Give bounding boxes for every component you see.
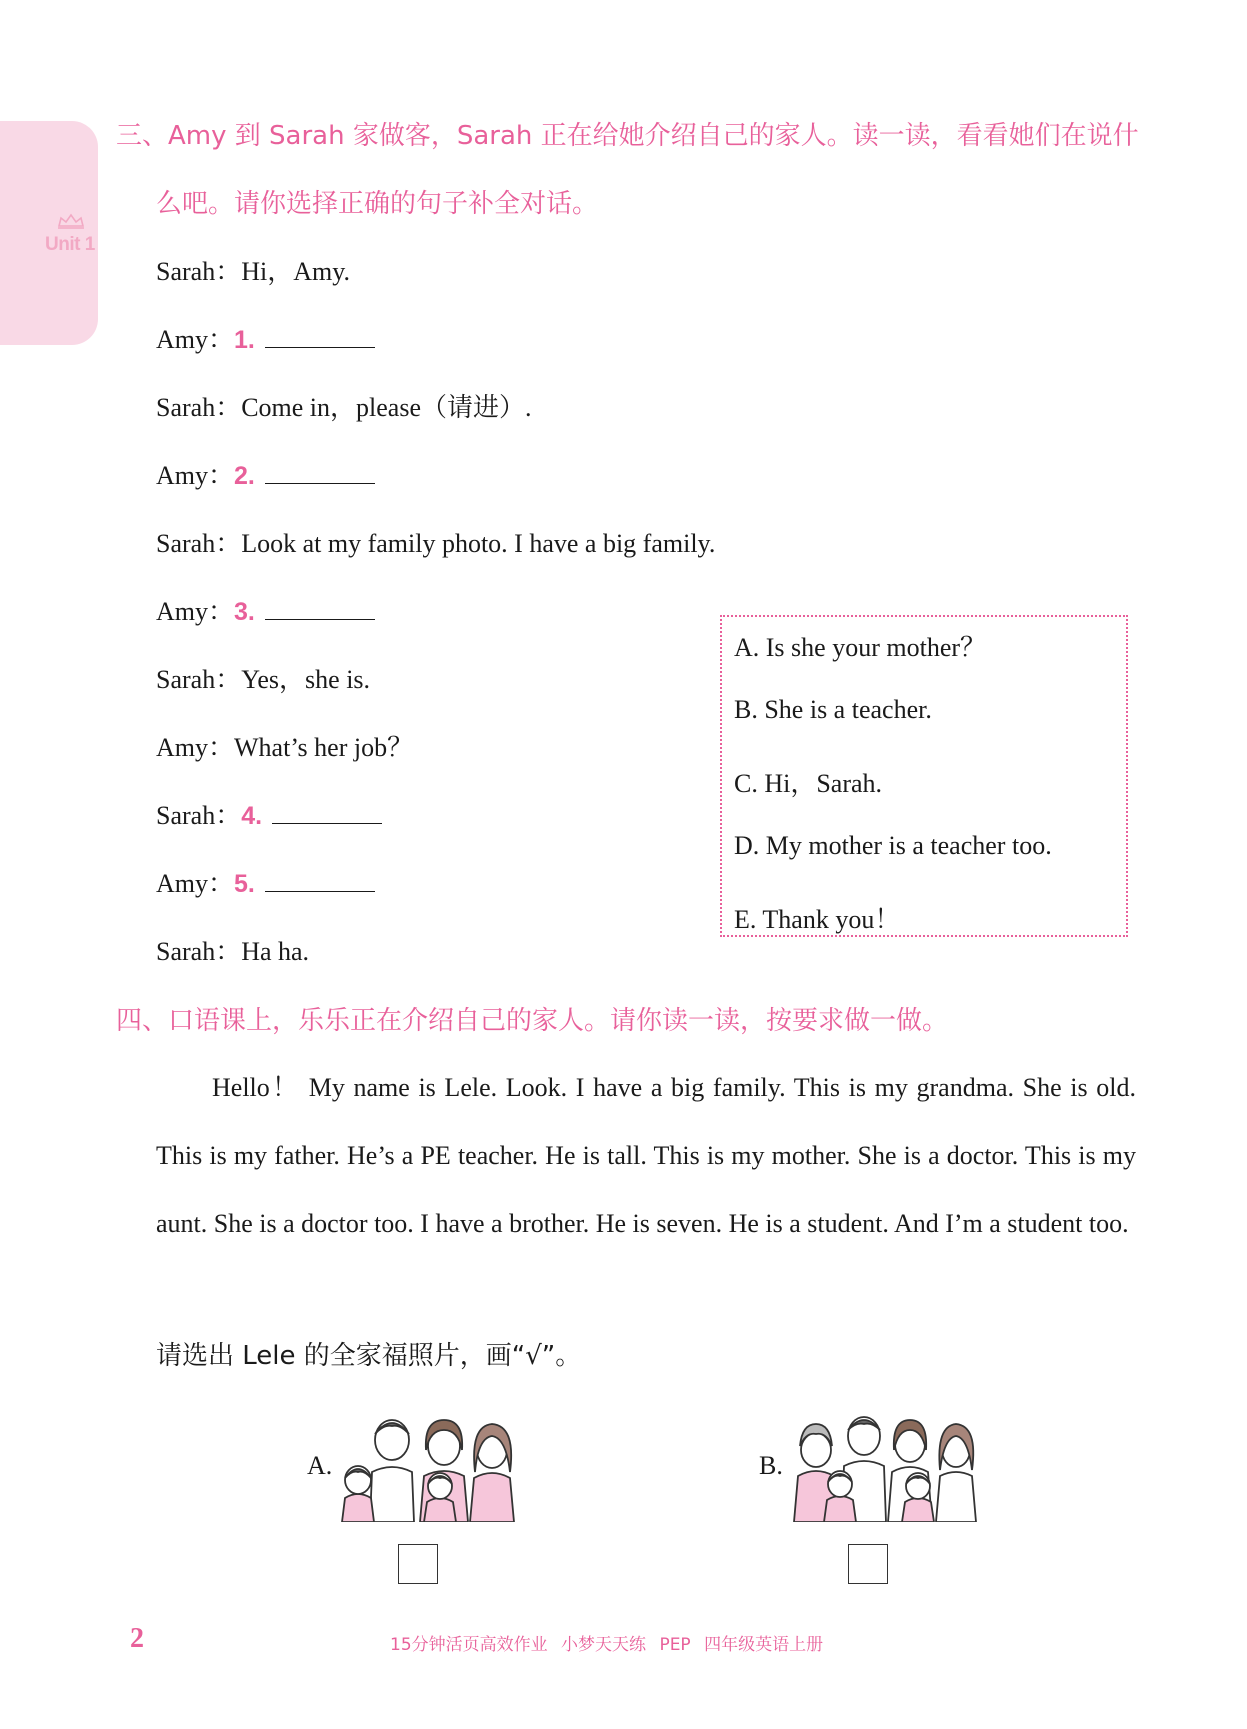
dialogue-line [156, 863, 375, 900]
speaker-label: Sarah： [156, 937, 242, 966]
speaker-label: Sarah： [156, 393, 242, 422]
speaker-label: Amy： [156, 461, 235, 490]
footer-text: 15分钟活页高效作业 小梦天天练 PEP 四年级英语上册 [390, 1635, 824, 1655]
option-d: D. My mother is a teacher too. [734, 831, 1052, 860]
answer-blank[interactable] [265, 599, 375, 620]
dialogue-text: Look at my family photo. I have a big family. [241, 529, 716, 558]
speaker-label: Amy： [156, 325, 235, 354]
choice-b-letter: B. [759, 1451, 783, 1480]
choice-a-letter: A. [307, 1451, 333, 1480]
answer-blank[interactable] [265, 871, 375, 892]
instruction: 请选出 Lele 的全家福照片，画“√”。 [156, 1341, 582, 1371]
dialogue-line [156, 727, 413, 764]
dialogue-text: Yes，she is. [241, 665, 371, 694]
speaker-label: Amy： [156, 869, 235, 898]
family-photo-b [790, 1410, 990, 1522]
blank-number: 5. [234, 870, 255, 898]
option-e: E. Thank you！ [734, 905, 901, 934]
answer-blank[interactable] [265, 463, 375, 484]
dialogue-text: Hi，Amy. [241, 257, 351, 286]
dialogue-text: Ha ha. [241, 937, 310, 966]
unit-label: Unit 1 [45, 234, 95, 255]
dialogue-line [156, 931, 309, 968]
speaker-label: Sarah： [156, 257, 242, 286]
unit-tab [0, 121, 98, 345]
reading-passage: Hello！ My name is Lele. Look. I have a big family. This is my grandma. She is old. This is my father. He’s a PE teacher. He is tall. This is my mother. She is a doctor. This is my aunt. She is a doctor too. I have a brother. He is seven. He is a student. And I’m a student too. [156, 1073, 1136, 1238]
speaker-label: Amy： [156, 733, 235, 762]
option-b: B. She is a teacher. [734, 695, 932, 724]
option-a: A. Is she your mother？ [734, 633, 987, 662]
section3-title-line2: 么吧。请你选择正确的句子补全对话。 [156, 189, 599, 219]
section3-title-line1: 三、Amy 到 Sarah 家做客，Sarah 正在给她介绍自己的家人。读一读，看看她们在说什 [116, 121, 1139, 151]
speaker-label: Sarah： [156, 529, 242, 558]
blank-number: 4. [241, 802, 263, 830]
dialogue-line [156, 659, 370, 696]
blank-number: 2. [234, 462, 255, 490]
answer-blank[interactable] [272, 803, 382, 824]
dialogue-line [156, 591, 375, 628]
crown-icon [56, 212, 86, 230]
dialogue-line [156, 523, 715, 560]
dialogue-text: What’s her job？ [234, 733, 414, 762]
checkbox-a[interactable] [398, 1544, 438, 1584]
family-photo-a [340, 1410, 540, 1522]
dialogue-line [156, 251, 350, 288]
speaker-label: Amy： [156, 597, 235, 626]
answer-blank[interactable] [265, 327, 375, 348]
blank-number: 3. [234, 598, 255, 626]
checkbox-b[interactable] [848, 1544, 888, 1584]
option-c: C. Hi，Sarah. [734, 769, 883, 798]
dialogue-text: Come in，please（请进）. [241, 393, 532, 422]
page-number: 2 [130, 1623, 144, 1654]
dialogue-line [156, 319, 375, 356]
blank-number: 1. [234, 326, 255, 354]
options-box [720, 615, 1128, 937]
dialogue-line [156, 387, 532, 424]
dialogue-line [156, 795, 382, 832]
speaker-label: Sarah： [156, 801, 242, 830]
speaker-label: Sarah： [156, 665, 242, 694]
dialogue-line [156, 455, 375, 492]
section4-title: 四、口语课上，乐乐正在介绍自己的家人。请你读一读，按要求做一做。 [116, 1006, 949, 1036]
